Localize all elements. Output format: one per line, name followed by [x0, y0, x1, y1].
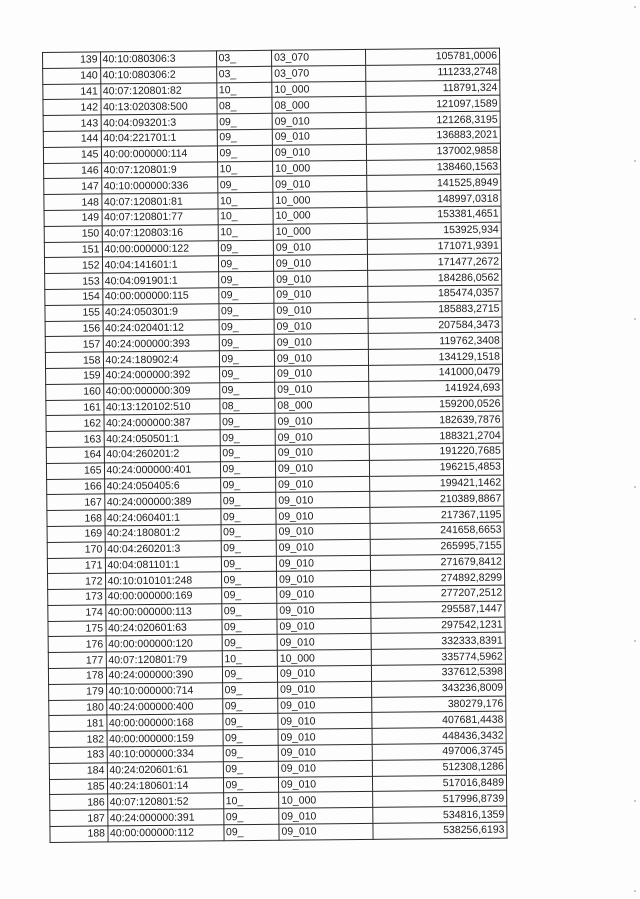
cadastral-number: 40:24:060401:1 — [104, 509, 220, 526]
cadastral-number: 40:24:000000:401 — [104, 462, 220, 479]
cadastral-number: 40:10:000000:336 — [101, 177, 217, 194]
row-number: 187 — [50, 810, 108, 826]
cadastral-number: 40:00:000000:120 — [106, 635, 222, 652]
cadastral-number: 40:04:093201:3 — [101, 114, 217, 131]
value-cell: 182639,7876 — [369, 411, 503, 428]
zone-code: 09_ — [220, 508, 276, 524]
table-body — [43, 48, 508, 842]
cadastral-number: 40:24:050501:1 — [104, 430, 220, 447]
zone-code: 09_ — [219, 319, 275, 335]
zone-code: 08_ — [219, 398, 275, 414]
value-cell: 136883,2021 — [366, 127, 500, 144]
row-number: 166 — [47, 478, 105, 494]
cadastral-number: 40:00:000000:115 — [102, 288, 218, 305]
row-number: 181 — [49, 715, 107, 731]
subzone-code: 09_010 — [276, 476, 370, 493]
subzone-code: 09_010 — [277, 602, 371, 619]
subzone-code: 09_010 — [278, 681, 372, 698]
subzone-code: 08_000 — [275, 397, 369, 414]
row-number: 176 — [48, 636, 106, 652]
subzone-code: 03_070 — [272, 65, 366, 82]
value-cell: 210389,8867 — [370, 490, 504, 507]
subzone-code: 09_010 — [276, 539, 370, 556]
value-cell: 241658,6653 — [370, 522, 504, 539]
row-number: 171 — [47, 557, 105, 573]
cadastral-number: 40:24:000000:400 — [106, 698, 222, 715]
subzone-code: 09_010 — [276, 492, 370, 509]
row-number: 165 — [46, 463, 104, 479]
zone-code: 09_ — [223, 730, 279, 746]
value-cell: 159200,0526 — [369, 396, 503, 413]
zone-code: 09_ — [223, 745, 279, 761]
row-number: 174 — [48, 605, 106, 621]
cadastral-number: 40:10:010101:248 — [105, 572, 221, 589]
zone-code: 09_ — [219, 335, 275, 351]
row-number: 188 — [50, 826, 108, 842]
row-number: 154 — [45, 289, 103, 305]
subzone-code: 09_010 — [275, 365, 369, 382]
value-cell: 105781,0006 — [365, 48, 499, 65]
row-number: 185 — [49, 779, 107, 795]
zone-code: 09_ — [217, 113, 273, 129]
zone-code: 09_ — [223, 761, 279, 777]
zone-code: 09_ — [218, 303, 274, 319]
value-cell: 538256,6193 — [373, 822, 507, 839]
row-number: 140 — [43, 68, 101, 84]
value-cell: 335774,5962 — [371, 648, 505, 665]
row-number: 162 — [46, 415, 104, 431]
cadastral-number: 40:00:000000:122 — [102, 240, 218, 257]
zone-code: 10_ — [218, 224, 274, 240]
subzone-code: 09_010 — [276, 555, 370, 572]
cadastral-number: 40:24:180801:2 — [105, 525, 221, 542]
cadastral-number: 40:24:000000:390 — [106, 667, 222, 684]
cadastral-number: 40:04:091901:1 — [102, 272, 218, 289]
value-cell: 265995,7155 — [370, 538, 504, 555]
value-cell: 407681,4438 — [372, 712, 506, 729]
row-number: 152 — [44, 257, 102, 273]
value-cell: 119762,3408 — [368, 332, 502, 349]
value-cell: 153381,4651 — [367, 206, 501, 223]
subzone-code: 09_010 — [274, 318, 368, 335]
value-cell: 448436,3432 — [372, 727, 506, 744]
subzone-code: 09_010 — [275, 381, 369, 398]
value-cell: 141525,8949 — [366, 174, 500, 191]
value-cell: 196215,4853 — [369, 459, 503, 476]
cadastral-number: 40:00:000000:159 — [107, 730, 223, 747]
cadastral-number: 40:24:000000:387 — [103, 414, 219, 431]
zone-code: 09_ — [221, 587, 277, 603]
cadastral-number: 40:24:050405:6 — [104, 477, 220, 494]
value-cell: 277207,2512 — [370, 585, 504, 602]
subzone-code: 09_010 — [278, 760, 372, 777]
cadastral-number: 40:24:000000:389 — [104, 493, 220, 510]
value-cell: 217367,1195 — [370, 506, 504, 523]
cadastral-number: 40:07:120801:9 — [101, 161, 217, 178]
zone-code: 09_ — [219, 382, 275, 398]
row-number: 182 — [49, 731, 107, 747]
zone-code: 10_ — [222, 651, 278, 667]
subzone-code: 09_010 — [273, 239, 367, 256]
subzone-code: 09_010 — [276, 507, 370, 524]
subzone-code: 09_010 — [275, 460, 369, 477]
value-cell: 171477,2672 — [367, 253, 501, 270]
cadastral-number: 40:13:120102:510 — [103, 398, 219, 415]
subzone-code: 09_010 — [278, 729, 372, 746]
cadastral-number: 40:04:141601:1 — [102, 256, 218, 273]
row-number: 180 — [49, 700, 107, 716]
zone-code: 08_ — [216, 98, 272, 114]
subzone-code: 09_010 — [274, 271, 368, 288]
zone-code: 09_ — [218, 240, 274, 256]
cadastral-number: 40:07:120801:81 — [101, 193, 217, 210]
value-cell: 171071,9391 — [367, 238, 501, 255]
row-number: 151 — [44, 241, 102, 257]
row-number: 186 — [50, 794, 108, 810]
subzone-code: 03_070 — [271, 49, 365, 66]
zone-code: 09_ — [218, 271, 274, 287]
subzone-code: 09_010 — [279, 808, 373, 825]
value-cell: 517996,8739 — [372, 791, 506, 808]
data-table — [42, 48, 508, 843]
row-number: 146 — [44, 163, 102, 179]
value-cell: 534816,1359 — [373, 806, 507, 823]
subzone-code: 09_010 — [276, 523, 370, 540]
row-number: 170 — [47, 542, 105, 558]
value-cell: 137002,9858 — [366, 143, 500, 160]
cadastral-number: 40:00:000000:112 — [107, 825, 223, 842]
row-number: 143 — [43, 115, 101, 131]
subzone-code: 09_010 — [278, 697, 372, 714]
zone-code: 09_ — [220, 461, 276, 477]
value-cell: 274892,8299 — [370, 569, 504, 586]
zone-code: 09_ — [223, 809, 279, 825]
value-cell: 337612,5398 — [371, 664, 505, 681]
cadastral-number: 40:24:000000:392 — [103, 367, 219, 384]
row-number: 149 — [44, 210, 102, 226]
value-cell: 332333,8391 — [371, 633, 505, 650]
value-cell: 297542,1231 — [371, 617, 505, 634]
zone-code: 09_ — [222, 682, 278, 698]
row-number: 168 — [47, 510, 105, 526]
cadastral-number: 40:13:020308:500 — [100, 98, 216, 115]
subzone-code: 10_000 — [277, 650, 371, 667]
row-number: 167 — [47, 494, 105, 510]
row-number: 147 — [44, 178, 102, 194]
subzone-code: 09_010 — [275, 444, 369, 461]
zone-code: 09_ — [217, 129, 273, 145]
zone-code: 09_ — [221, 619, 277, 635]
value-cell: 184286,0562 — [367, 269, 501, 286]
cadastral-number: 40:07:120801:79 — [106, 651, 222, 668]
value-cell: 188321,2704 — [369, 427, 503, 444]
zone-code: 09_ — [217, 177, 273, 193]
subzone-code: 09_010 — [275, 429, 369, 446]
row-number: 150 — [44, 226, 102, 242]
zone-code: 09_ — [221, 572, 277, 588]
cadastral-number: 40:24:000000:391 — [107, 809, 223, 826]
subzone-code: 09_010 — [275, 413, 369, 430]
subzone-code: 10_000 — [273, 160, 367, 177]
value-cell: 111233,2748 — [365, 64, 499, 81]
cadastral-number: 40:24:050301:9 — [102, 304, 218, 321]
zone-code: 03_ — [216, 50, 272, 66]
cadastral-number: 40:07:120801:82 — [100, 82, 216, 99]
row-number: 163 — [46, 431, 104, 447]
row-number: 177 — [48, 652, 106, 668]
subzone-code: 09_010 — [274, 286, 368, 303]
zone-code: 09_ — [222, 698, 278, 714]
subzone-code: 10_000 — [273, 192, 367, 209]
subzone-code: 09_010 — [274, 334, 368, 351]
value-cell: 497006,3745 — [372, 743, 506, 760]
cadastral-number: 40:24:180601:14 — [107, 777, 223, 794]
row-number: 155 — [45, 305, 103, 321]
row-number: 144 — [43, 131, 101, 147]
subzone-code: 08_000 — [272, 97, 366, 114]
cadastral-number: 40:00:000000:113 — [105, 604, 221, 621]
zone-code: 10_ — [216, 82, 272, 98]
subzone-code: 09_010 — [274, 350, 368, 367]
value-cell: 517016,8489 — [372, 775, 506, 792]
value-cell: 185474,0357 — [368, 285, 502, 302]
value-cell: 343236,8009 — [371, 680, 505, 697]
cadastral-number: 40:07:120803:16 — [102, 225, 218, 242]
zone-code: 09_ — [223, 777, 279, 793]
scan-edge-marks — [632, 0, 636, 899]
zone-code: 09_ — [221, 603, 277, 619]
cadastral-number: 40:04:081101:1 — [105, 556, 221, 573]
subzone-code: 09_010 — [276, 571, 370, 588]
zone-code: 09_ — [223, 824, 279, 840]
row-number: 159 — [46, 368, 104, 384]
subzone-code: 09_010 — [272, 128, 366, 145]
zone-code: 09_ — [220, 429, 276, 445]
row-number: 148 — [44, 194, 102, 210]
zone-code: 09_ — [219, 350, 275, 366]
row-number: 183 — [49, 747, 107, 763]
cadastral-number: 40:10:080306:3 — [100, 51, 216, 68]
subzone-code: 09_010 — [279, 823, 373, 840]
zone-code: 09_ — [221, 524, 277, 540]
cadastral-number: 40:00:000000:169 — [105, 588, 221, 605]
cadastral-number: 40:10:000000:714 — [106, 683, 222, 700]
zone-code: 10_ — [218, 208, 274, 224]
zone-code: 09_ — [221, 540, 277, 556]
value-cell: 380279,176 — [372, 696, 506, 713]
value-cell: 134129,1518 — [368, 348, 502, 365]
cadastral-number: 40:24:020601:61 — [107, 762, 223, 779]
zone-code: 09_ — [220, 477, 276, 493]
zone-code: 09_ — [219, 414, 275, 430]
value-cell: 271679,8412 — [370, 554, 504, 571]
subzone-code: 09_010 — [278, 713, 372, 730]
subzone-code: 09_010 — [272, 144, 366, 161]
zone-code: 10_ — [217, 192, 273, 208]
row-number: 184 — [49, 763, 107, 779]
row-number: 164 — [46, 447, 104, 463]
row-number: 156 — [45, 320, 103, 336]
subzone-code: 09_010 — [277, 665, 371, 682]
subzone-code: 09_010 — [273, 176, 367, 193]
zone-code: 09_ — [219, 366, 275, 382]
row-number: 161 — [46, 399, 104, 415]
cadastral-number: 40:00:000000:309 — [103, 383, 219, 400]
cadastral-number: 40:24:020401:12 — [103, 319, 219, 336]
subzone-code: 10_000 — [273, 223, 367, 240]
zone-code: 09_ — [220, 445, 276, 461]
zone-code: 03_ — [216, 66, 272, 82]
row-number: 157 — [45, 336, 103, 352]
row-number: 141 — [43, 84, 101, 100]
zone-code: 10_ — [217, 161, 273, 177]
row-number: 139 — [43, 52, 101, 68]
cadastral-number: 40:24:180902:4 — [103, 351, 219, 368]
subzone-code: 09_010 — [277, 586, 371, 603]
value-cell: 118791,324 — [366, 80, 500, 97]
cadastral-number: 40:04:260201:2 — [104, 446, 220, 463]
row-number: 173 — [48, 589, 106, 605]
value-cell: 121268,3195 — [366, 111, 500, 128]
table-row — [50, 822, 507, 842]
row-number: 158 — [45, 352, 103, 368]
subzone-code: 09_010 — [277, 618, 371, 635]
cadastral-number: 40:00:000000:114 — [101, 146, 217, 163]
value-cell: 512308,1286 — [372, 759, 506, 776]
subzone-code: 09_010 — [278, 776, 372, 793]
cadastral-number: 40:24:000000:393 — [103, 335, 219, 352]
cadastral-number: 40:07:120801:52 — [107, 793, 223, 810]
zone-code: 09_ — [222, 635, 278, 651]
zone-code: 09_ — [218, 256, 274, 272]
value-cell: 141924,693 — [368, 380, 502, 397]
value-cell: 121097,1589 — [366, 95, 500, 112]
zone-code: 09_ — [217, 145, 273, 161]
subzone-code: 09_010 — [273, 255, 367, 272]
subzone-code: 09_010 — [278, 744, 372, 761]
cadastral-number: 40:04:260201:3 — [105, 541, 221, 558]
value-cell: 295587,1447 — [371, 601, 505, 618]
value-cell: 185883,2715 — [368, 301, 502, 318]
value-cell: 138460,1563 — [366, 159, 500, 176]
cadastral-number: 40:10:080306:2 — [100, 67, 216, 84]
cadastral-number: 40:07:120801:77 — [102, 209, 218, 226]
subzone-code: 09_010 — [274, 302, 368, 319]
row-number: 142 — [43, 99, 101, 115]
value-cell: 141000,0479 — [368, 364, 502, 381]
subzone-code: 09_010 — [272, 113, 366, 130]
value-cell: 148997,0318 — [367, 190, 501, 207]
row-number: 145 — [43, 147, 101, 163]
subzone-code: 10_000 — [273, 207, 367, 224]
zone-code: 09_ — [218, 287, 274, 303]
zone-code: 09_ — [222, 714, 278, 730]
row-number: 153 — [45, 273, 103, 289]
subzone-code: 10_000 — [272, 81, 366, 98]
row-number: 169 — [47, 526, 105, 542]
zone-code: 09_ — [222, 666, 278, 682]
row-number: 178 — [48, 668, 106, 684]
zone-code: 09_ — [220, 493, 276, 509]
row-number: 175 — [48, 621, 106, 637]
value-cell: 207584,3473 — [368, 317, 502, 334]
value-cell: 191220,7685 — [369, 443, 503, 460]
row-number: 172 — [48, 573, 106, 589]
cadastral-number: 40:04:221701:1 — [101, 130, 217, 147]
subzone-code: 10_000 — [279, 792, 373, 809]
value-cell: 153925,934 — [367, 222, 501, 239]
value-cell: 199421,1462 — [369, 475, 503, 492]
cadastral-number: 40:10:000000:334 — [107, 746, 223, 763]
zone-code: 10_ — [223, 793, 279, 809]
cadastral-number: 40:24:020601:63 — [105, 619, 221, 636]
row-number: 179 — [49, 684, 107, 700]
cadastral-number: 40:00:000000:168 — [106, 714, 222, 731]
subzone-code: 09_010 — [277, 634, 371, 651]
row-number: 160 — [46, 384, 104, 400]
zone-code: 09_ — [221, 556, 277, 572]
